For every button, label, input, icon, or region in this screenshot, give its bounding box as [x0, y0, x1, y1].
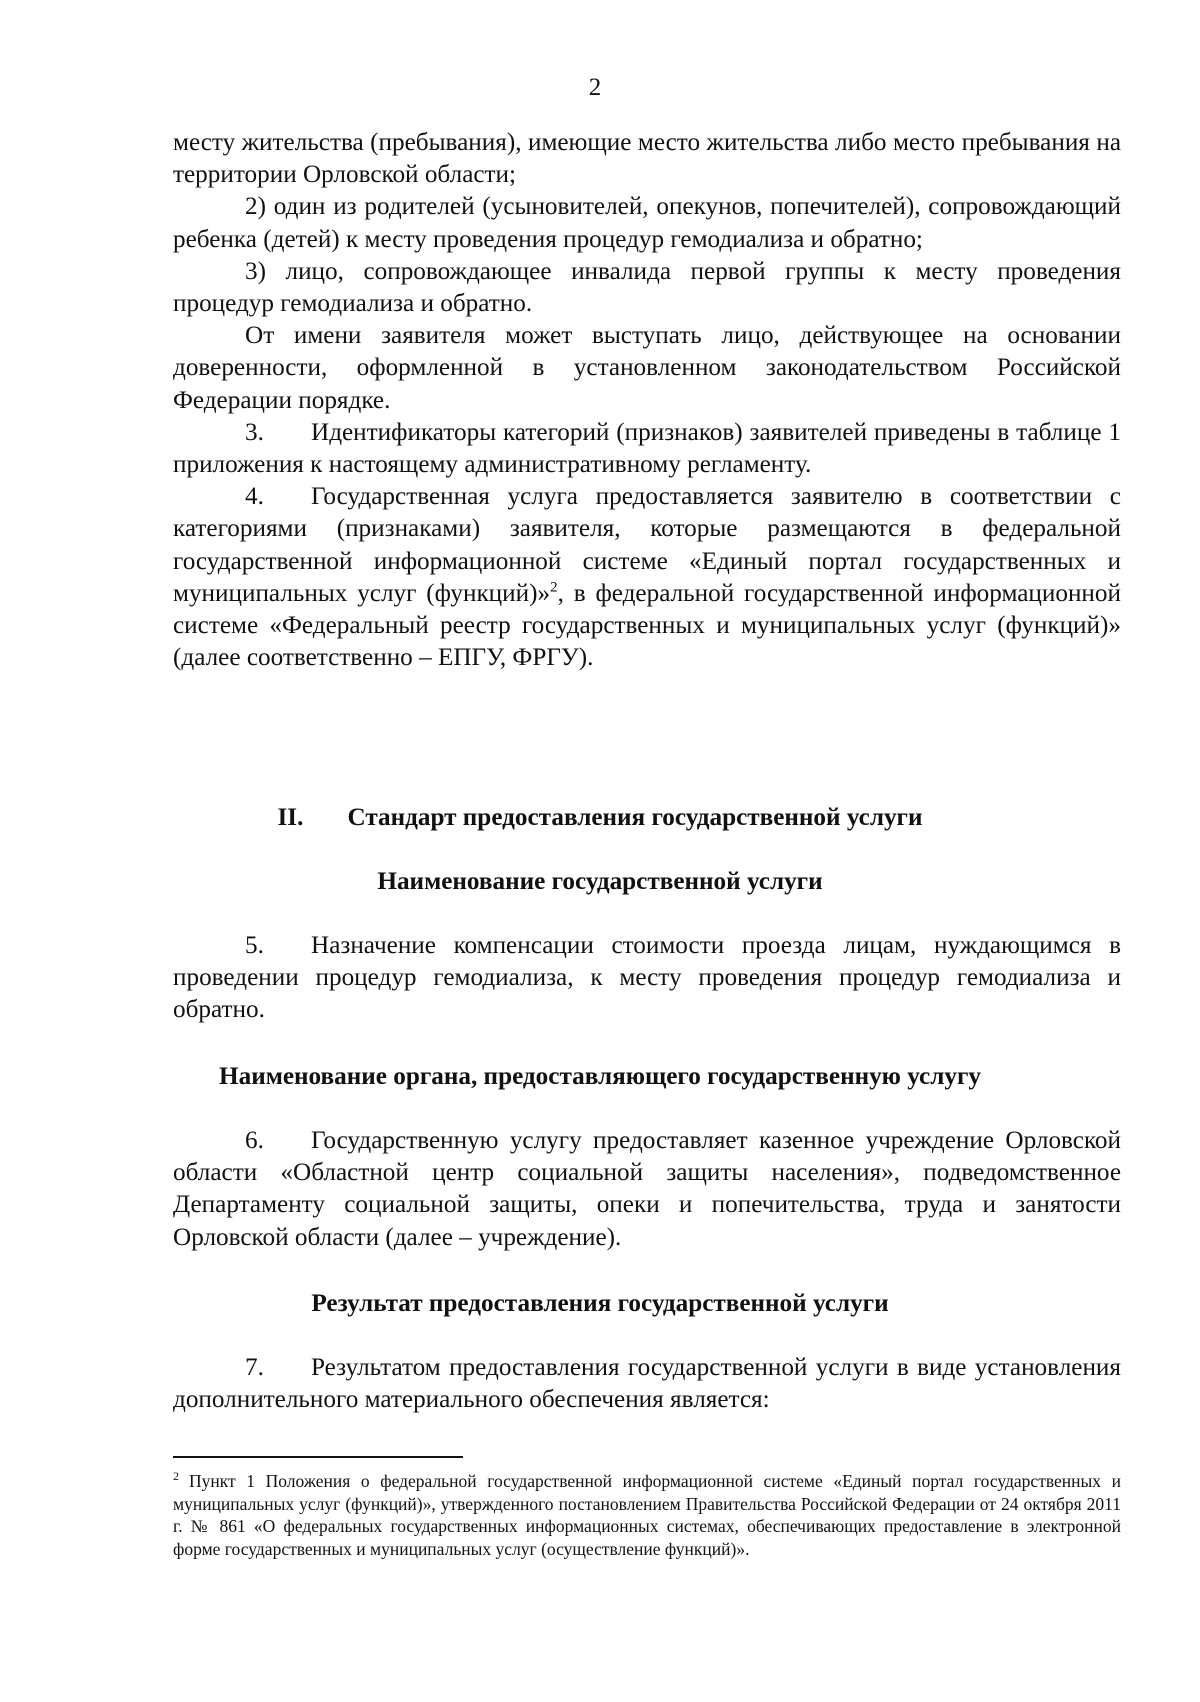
paragraph-3	[173, 417, 1121, 481]
paragraph-4-text-b: , в федеральной государственной информационной системе «Федеральный реестр государственных и муниципальных услуг (функций)» (далее соответственно – ЕПГУ, ФРГУ).	[173, 579, 1121, 672]
paragraph-5-block	[173, 930, 1121, 1027]
footnote-separator	[173, 1456, 463, 1458]
paragraph-5-number: 5.	[245, 932, 264, 959]
subheading-service-name: Наименование государственной услуги	[377, 868, 823, 895]
paragraph-6-text: Государственную услугу предоставляет казенное учреждение Орловской области «Областной центр социальной защиты населения», подведомственное Департаменту социальной защиты, опеки и попечительства, труда и занятости Орловской области (далее – учреждение).	[173, 1127, 1121, 1251]
paragraph-representative: От имени заявителя может выступать лицо, действующее на основании доверенности, оформленной в установленном законодательством Российской Федерации порядке.	[173, 322, 1121, 414]
paragraph-continuation: месту жительства (пребывания), имеющие место жительства либо место пребывания на территории Орловской области;	[173, 129, 1121, 189]
paragraph-6-block	[173, 1125, 1121, 1254]
paragraph-4	[173, 481, 1121, 674]
paragraph-7-number: 7.	[245, 1354, 264, 1381]
subheading-service-result: Результат предоставления государственной услуги	[311, 1290, 889, 1317]
list-item-3: 3) лицо, сопровождающее инвалида первой группы к месту проведения процедур гемодиализа и обратно.	[173, 257, 1121, 318]
section-2-title: Стандарт предоставления государственной услуги	[347, 804, 923, 831]
paragraph-7	[173, 1352, 1121, 1416]
list-item-2: 2) один из родителей (усыновителей, опекунов, попечителей), сопровождающий ребенка (детей) к месту проведения процедур гемодиализа и обратно;	[173, 193, 1121, 253]
paragraph-3-text: Идентификаторы категорий (признаков) заявителей приведены в таблице 1 приложения к настоящему административному регламенту.	[173, 418, 1121, 479]
paragraph-4-text-a: Государственная услуга предоставляется заявителю в соответствии с категориями (признаками) заявителя, которые размещаются в федеральной государственной информационной системе «Единый портал государственных и муниципальных услуг (функций)»	[173, 483, 1121, 607]
paragraph-3-number: 3.	[245, 418, 264, 446]
paragraph-5-text: Назначение компенсации стоимости проезда лицам, нуждающимся в проведении процедур гемодиализа, к месту проведения процедур гемодиализа и обратно.	[173, 932, 1121, 1024]
section-1-body	[173, 127, 1121, 674]
paragraph-7-text: Результатом предоставления государственной услуги в виде установления дополнительного материального обеспечения является:	[173, 1354, 1121, 1414]
footnote-reference: 2	[550, 579, 558, 596]
section-2-roman-numeral: II.	[277, 804, 304, 831]
paragraph-5	[173, 930, 1121, 1027]
footnote-mark: 2	[173, 1469, 179, 1484]
paragraph-6-number: 6.	[245, 1127, 264, 1154]
footnote-text: Пункт 1 Положения о федеральной государственной информационной системе «Единый портал государственных и муниципальных услуг (функций)», утвержденного постановлением Правительства Российской Федерации от 24 октября 2011 г. № 861 «О федеральных государственных информационных системах, обеспечивающих предоставление в электронной форме государственных и муниципальных услуг (осуществление функций)».	[173, 1471, 1121, 1559]
section-2-heading	[0, 802, 1200, 834]
footnote	[173, 1470, 1121, 1560]
paragraph-4-number: 4.	[245, 483, 264, 511]
page-number: 2	[588, 74, 602, 101]
paragraph-7-block	[173, 1352, 1121, 1416]
paragraph-6	[173, 1125, 1121, 1254]
subheading-providing-body: Наименование органа, предоставляющего государственную услугу	[219, 1063, 981, 1090]
